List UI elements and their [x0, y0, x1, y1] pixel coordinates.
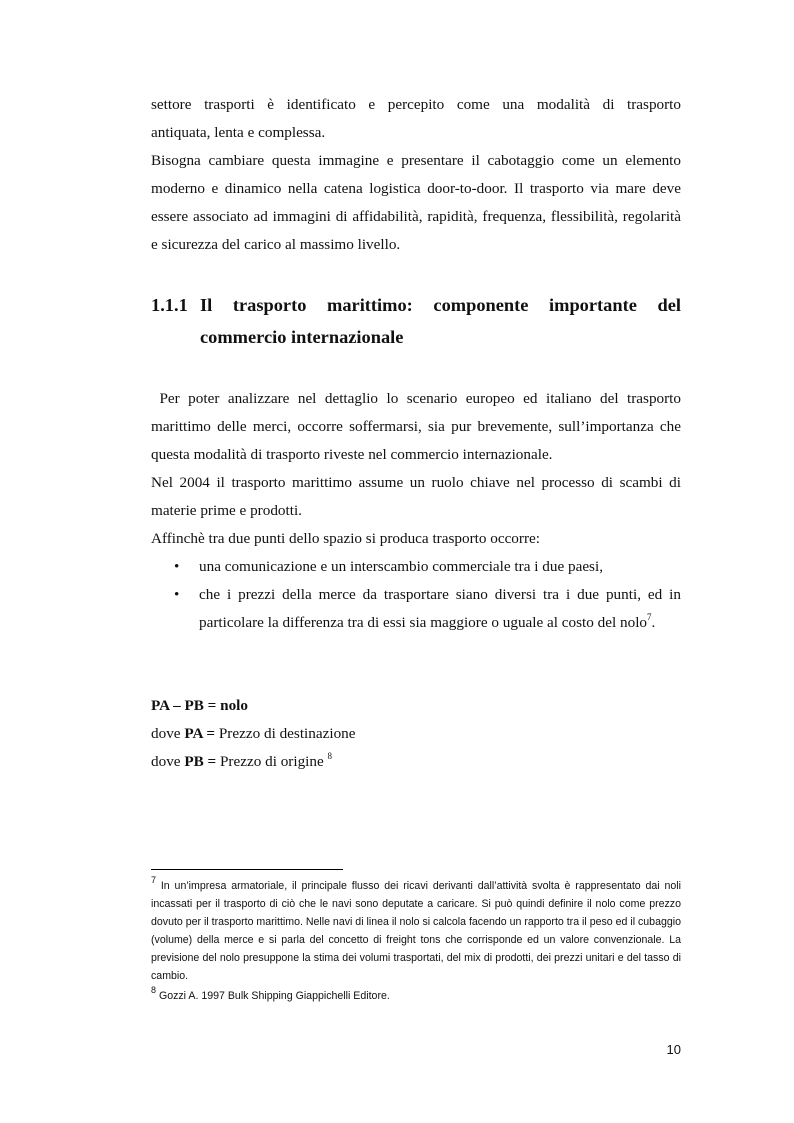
bullet-marker-2: •: [174, 586, 180, 603]
paragraph-2: Bisogna cambiare questa immagine e presentare il cabotaggio come un elemento moderno e dinamico nella catena logistica door-to-door. Il trasporto via mare deve essere associato ad immagini di affidabilità, rapidità, frequenza, flessibilità, regolarità e sicurezza del carico al massimo livello.: [151, 152, 681, 253]
paragraph-3: Per poter analizzare nel dettaglio lo scenario europeo ed italiano del trasporto marittimo delle merci, occorre soffermarsi, sia pur brevemente, sull’importanza che questa modalità di trasporto riveste nel commercio internazionale.: [151, 390, 685, 463]
footnote-8-text: Gozzi A. 1997 Bulk Shipping Giappichelli Editore.: [156, 990, 390, 1002]
formula-main: PA – PB = nolo: [151, 697, 248, 714]
bullet-item-2-text: che i prezzi della merce da trasportare siano diversi tra i due punti, ed in particolare la differenza tra di essi sia maggiore o uguale al costo del nolo: [199, 586, 681, 631]
formula-where-pa-text: Prezzo di destinazione: [215, 725, 356, 742]
bullet-marker-1: •: [174, 558, 180, 575]
footnote-7-mark: 7: [151, 875, 157, 886]
page-number: 10: [666, 1042, 681, 1057]
formula-where-pa-prefix: dove: [151, 725, 185, 742]
footnote-7: [151, 877, 681, 985]
formula-where-pa-label: PA =: [184, 725, 216, 742]
bullet-item-1: una comunicazione e un interscambio commerciale tra i due paesi,: [199, 558, 603, 575]
formula-where-pb-label: PB =: [184, 753, 217, 770]
paragraph-4: Nel 2004 il trasporto marittimo assume un ruolo chiave nel processo di scambi di materie prime e prodotti.: [151, 474, 681, 519]
formula-where-pa: [151, 720, 681, 748]
paragraph-1-line-2: antiquata, lenta e complessa.: [151, 124, 326, 141]
footnote-ref-7: 7: [647, 611, 652, 622]
paragraph-5: Affinchè tra due punti dello spazio si produca trasporto occorre:: [151, 530, 540, 547]
footnote-7-text: In un’impresa armatoriale, il principale flusso dei ricavi derivanti dall’attività svolta è rappresentato dai noli incassati per il trasporto di ciò che le navi sono deputate a caricare. Si può quindi definire il nolo come prezzo dovuto per il trasporto marittimo. Nelle navi di linea il nolo si calcola facendo un rapporto tra il peso ed il cubaggio (volume) della merce e si parla del concetto di freight tons che corrisponde ed un valore convenzionale. La previsione del nolo presuppone la stima dei volumi trasportati, del mix di prodotti, dei prezzi unitari e del tasso di cambio.: [151, 880, 681, 982]
bullet-item-2: [199, 581, 681, 637]
formula-where-pb-prefix: dove: [151, 753, 185, 770]
bullet-item-2-end: .: [651, 614, 656, 631]
footnote-separator: [151, 869, 343, 870]
footnote-8-mark: 8: [151, 985, 157, 996]
formula-where-pb-text: Prezzo di origine: [216, 753, 328, 770]
formula-where-pb: [151, 748, 681, 776]
section-title-line-1: Il trasporto marittimo: componente importante del: [200, 295, 681, 315]
footnote-ref-8: 8: [327, 750, 333, 761]
section-title-line-2: commercio internazionale: [200, 327, 404, 347]
paragraph-1-line-1: settore trasporti è identificato e percepito come una modalità di trasporto: [151, 96, 681, 113]
footnote-8: [151, 987, 681, 1005]
section-number: 1.1.1: [151, 295, 188, 315]
